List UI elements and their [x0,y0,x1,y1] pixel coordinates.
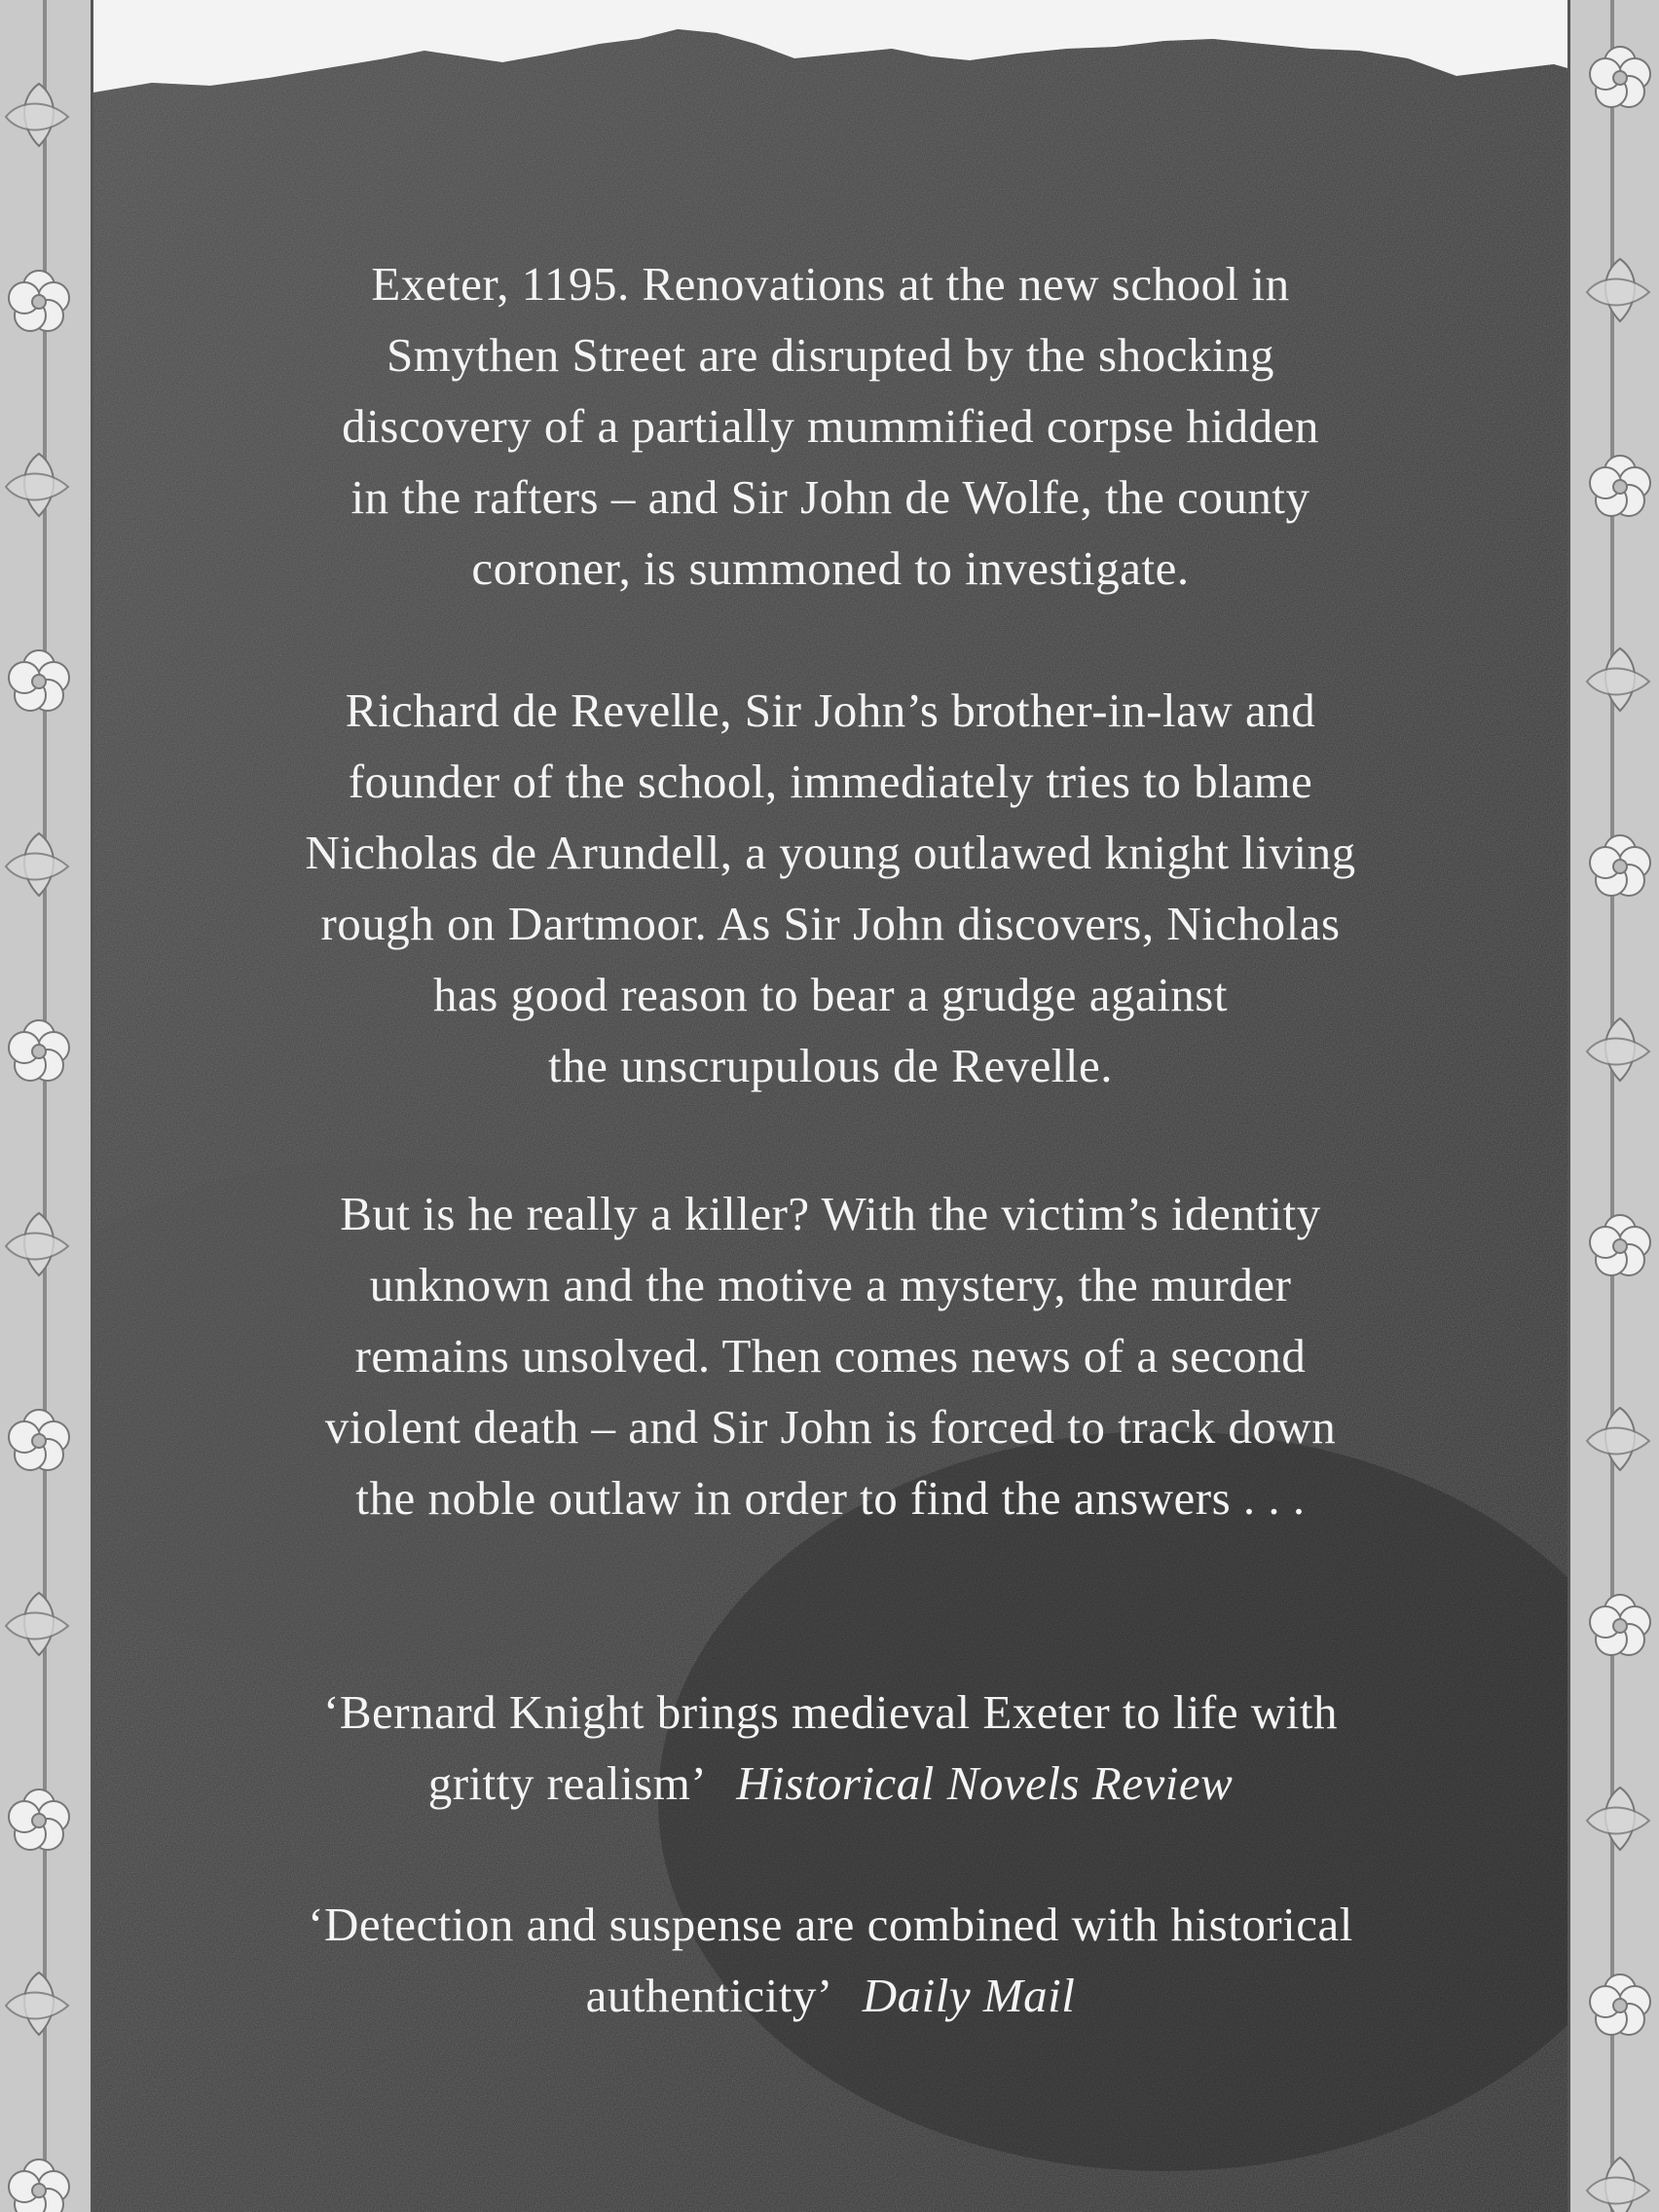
blurb-line: remains unsolved. Then comes news of a second [354,1329,1307,1382]
blurb-line: But is he really a killer? With the victim’s identity [340,1187,1321,1240]
blurb-line: Richard de Revelle, Sir John’s brother-in-law and [345,683,1316,737]
blurb-line: Exeter, 1195. Renovations at the new school in [371,257,1290,311]
flower-ornament-icon [1567,0,1659,2212]
quote-source: Daily Mail [862,1969,1076,2022]
blurb-paragraph-1 [93,248,1567,604]
review-quote-1 [93,1677,1567,1819]
quote-line-with-source [93,1748,1567,1819]
blurb-line: coroner, is summoned to investigate. [471,541,1190,595]
quote-source: Historical Novels Review [736,1756,1234,1810]
quote-line: ‘Bernard Knight brings medieval Exeter to life with [323,1685,1338,1739]
flower-ornament-icon [0,0,93,2212]
blurb-line: rough on Dartmoor. As Sir John discovers, Nicholas [320,897,1341,950]
blurb-paragraph-2 [93,675,1567,1101]
blurb-line: violent death – and Sir John is forced to track down [324,1400,1337,1454]
blurb-line: in the rafters – and Sir John de Wolfe, the county [350,470,1310,524]
blurb-line: has good reason to bear a grudge against [433,968,1228,1021]
quote-line: ‘Detection and suspense are combined with historical [308,1898,1353,1951]
blurb-line: founder of the school, immediately tries to blame [348,755,1313,808]
blurb-paragraph-3 [93,1178,1567,1533]
quote-line-with-source [93,1960,1567,2031]
blurb-line: discovery of a partially mummified corpse hidden [342,399,1319,453]
blurb-line: unknown and the motive a mystery, the murder [369,1258,1292,1311]
quote-text: authenticity’ [585,1969,833,2022]
left-floral-border [0,0,93,2212]
blurb-panel [93,0,1567,2212]
blurb-line: the unscrupulous de Revelle. [547,1039,1114,1092]
quote-text: gritty realism’ [427,1756,708,1810]
blurb-line: Smythen Street are disrupted by the shocking [387,328,1274,382]
right-floral-border [1567,0,1659,2212]
blurb-line: the noble outlaw in order to find the answers . . . [355,1471,1306,1525]
blurb-line: Nicholas de Arundell, a young outlawed knight living [305,826,1356,879]
review-quote-2 [93,1889,1567,2031]
